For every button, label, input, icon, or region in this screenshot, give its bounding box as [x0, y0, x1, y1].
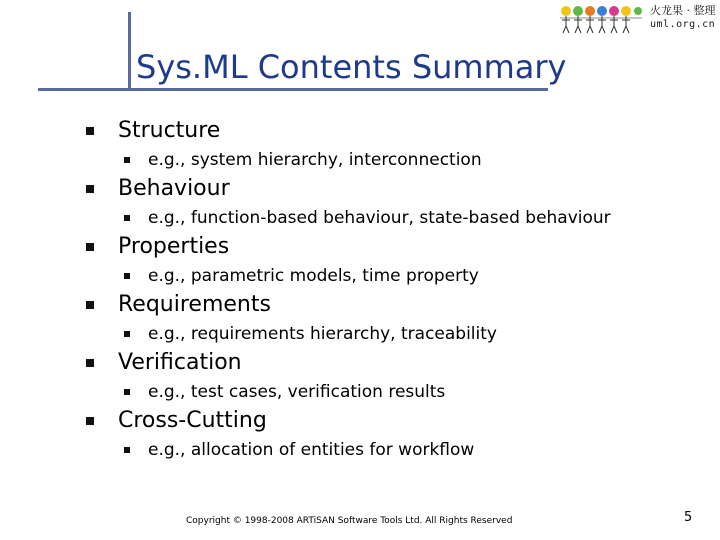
- page-number: 5: [684, 510, 693, 525]
- sub-bullet-square-icon: [124, 447, 130, 453]
- bullet-detail-verification: e.g., test cases, verification results: [148, 382, 446, 402]
- logo-text-line1: 火龙果 · 整理: [650, 4, 716, 17]
- bullet-square-icon: [86, 185, 94, 193]
- bullet-detail-structure: e.g., system hierarchy, interconnection: [148, 150, 482, 170]
- title-vertical-rule: [128, 12, 131, 90]
- logo-text-line2: uml.org.cn: [650, 19, 716, 30]
- bullet-heading-behaviour: Behaviour: [118, 176, 230, 201]
- logo-figures-icon: [558, 2, 644, 36]
- bullet-heading-properties: Properties: [118, 234, 230, 259]
- sub-bullet-square-icon: [124, 215, 130, 221]
- bullet-square-icon: [86, 243, 94, 251]
- title-horizontal-rule: [38, 88, 548, 91]
- bullet-square-icon: [86, 417, 94, 425]
- copyright-footer: Copyright © 1998-2008 ARTiSAN Software Tools Ltd. All Rights Reserved: [186, 516, 513, 526]
- bullet-detail-requirements: e.g., requirements hierarchy, traceability: [148, 324, 497, 344]
- sub-bullet-square-icon: [124, 331, 130, 337]
- bullet-square-icon: [86, 359, 94, 367]
- slide-title: Sys.ML Contents Summary: [136, 48, 567, 86]
- sub-bullet-square-icon: [124, 273, 130, 279]
- bullet-heading-structure: Structure: [118, 118, 221, 143]
- bullet-detail-cross-cutting: e.g., allocation of entities for workflow: [148, 440, 475, 460]
- bullet-detail-properties: e.g., parametric models, time property: [148, 266, 479, 286]
- bullet-square-icon: [86, 301, 94, 309]
- sub-bullet-square-icon: [124, 157, 130, 163]
- bullet-square-icon: [86, 127, 94, 135]
- bullet-detail-behaviour: e.g., function-based behaviour, state-based behaviour: [148, 208, 611, 228]
- bullet-heading-cross-cutting: Cross-Cutting: [118, 408, 267, 433]
- bullet-heading-verification: Verification: [118, 350, 242, 375]
- bullet-heading-requirements: Requirements: [118, 292, 271, 317]
- logo-text: [650, 4, 716, 32]
- sub-bullet-square-icon: [124, 389, 130, 395]
